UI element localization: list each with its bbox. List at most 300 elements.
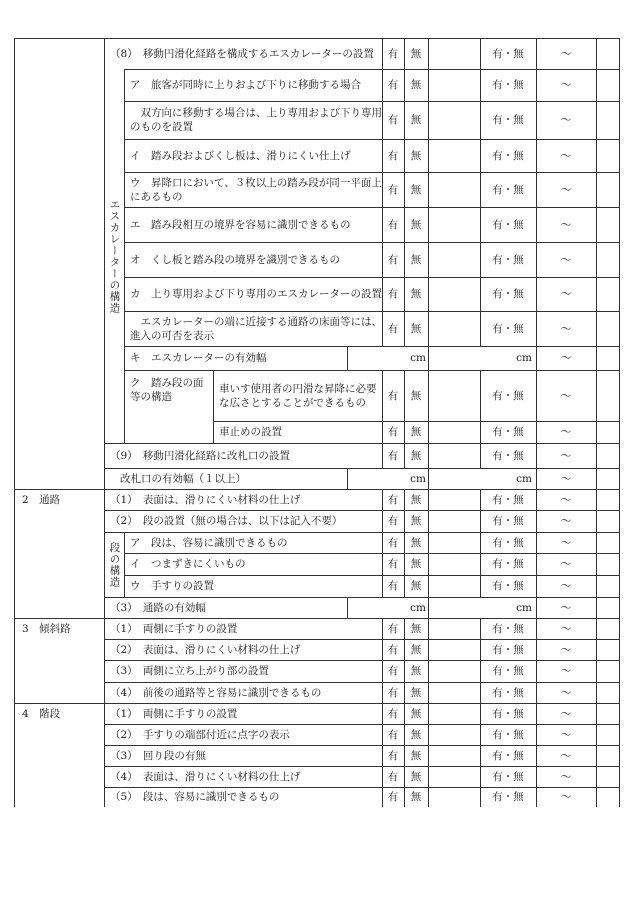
column-rule xyxy=(480,101,481,139)
column-rule xyxy=(428,370,429,421)
no-mark: 無 xyxy=(410,770,422,783)
column-rule xyxy=(480,277,481,311)
row-rule xyxy=(124,101,619,102)
column-rule xyxy=(382,532,383,553)
column-rule xyxy=(596,745,597,766)
column-rule xyxy=(596,207,597,242)
yes-mark: 有 xyxy=(387,389,399,402)
column-rule xyxy=(536,660,537,682)
range-mark: ～ xyxy=(560,322,572,335)
column-rule xyxy=(404,724,405,745)
row-rule xyxy=(104,532,619,533)
step-group-rule xyxy=(124,532,125,597)
column-rule xyxy=(382,277,383,311)
column-rule xyxy=(480,660,481,682)
column-rule xyxy=(382,553,383,575)
column-rule xyxy=(596,532,597,553)
range-mark: ～ xyxy=(560,770,572,783)
section-label: 2 通路 xyxy=(22,493,61,506)
row-rule xyxy=(124,207,619,208)
column-rule xyxy=(596,443,597,468)
column-rule xyxy=(536,443,537,468)
range-mark: ～ xyxy=(560,749,572,762)
yes-mark: 有 xyxy=(387,536,399,549)
item-text: ア 旅客が同時に上りおよび下りに移動する場合 xyxy=(130,79,361,91)
no-mark: 無 xyxy=(410,114,422,126)
item-text: （3） 回り段の有無 xyxy=(110,749,206,762)
range-mark: ～ xyxy=(560,449,572,462)
range-mark: ～ xyxy=(560,218,572,231)
range-mark: ～ xyxy=(560,791,572,803)
item-text: （9） 移動円滑化経路に改札口の設置 xyxy=(110,449,290,462)
yes-mark: 有 xyxy=(387,322,399,335)
column-rule xyxy=(404,639,405,660)
column-rule xyxy=(536,766,537,787)
item-text: （2） 段の設置（無の場合は、以下は記入不要） xyxy=(110,515,343,527)
column-rule xyxy=(428,618,429,639)
range-mark: ～ xyxy=(560,665,572,677)
column-rule xyxy=(596,172,597,207)
column-rule xyxy=(536,532,537,553)
column-rule xyxy=(382,510,383,532)
range-mark: ～ xyxy=(560,253,572,266)
yes-mark: 有 xyxy=(387,426,399,438)
yes-mark: 有 xyxy=(387,218,399,231)
yes-no-mark: 有・無 xyxy=(492,47,524,60)
range-mark: ～ xyxy=(560,728,572,741)
column-rule xyxy=(428,724,429,745)
yes-no-mark: 有・無 xyxy=(492,707,524,720)
yes-no-mark: 有・無 xyxy=(492,79,524,91)
yes-no-mark: 有・無 xyxy=(492,665,524,677)
column-rule xyxy=(404,553,405,575)
yes-mark: 有 xyxy=(387,114,399,126)
item-text: （3） 通路の有効幅 xyxy=(110,601,206,614)
column-rule xyxy=(382,787,383,807)
escalator-structure-label xyxy=(104,69,124,443)
no-mark: 無 xyxy=(410,728,422,741)
column-rule xyxy=(596,346,597,370)
column-rule xyxy=(536,172,537,207)
column-rule xyxy=(382,618,383,639)
item-text: カ 上り専用および下り専用のエスカレーターの設置 xyxy=(130,288,382,300)
column-rule xyxy=(596,787,597,807)
row-rule xyxy=(124,69,619,70)
yes-no-mark: 有・無 xyxy=(492,389,524,402)
column-rule xyxy=(596,766,597,787)
item-text: イ つまずきにくいもの xyxy=(130,558,246,570)
item-text: エ 踏み段相互の境界を容易に識別できるもの xyxy=(130,218,351,231)
column-rule xyxy=(382,139,383,172)
column-rule xyxy=(480,639,481,660)
yes-no-mark: 有・無 xyxy=(492,426,524,438)
column-rule xyxy=(404,766,405,787)
no-mark: 無 xyxy=(410,218,422,231)
row-rule xyxy=(104,510,619,511)
column-rule xyxy=(428,553,429,575)
yes-mark: 有 xyxy=(387,253,399,266)
column-rule xyxy=(596,468,597,489)
column-rule xyxy=(382,745,383,766)
column-rule xyxy=(480,370,481,421)
column-rule xyxy=(428,277,429,311)
row-rule xyxy=(104,724,619,725)
item-text: イ 踏み段およびくし板は、滑りにくい仕上げ xyxy=(130,149,351,162)
column-rule xyxy=(404,489,405,510)
no-mark: 無 xyxy=(410,253,422,266)
column-rule xyxy=(382,172,383,207)
yes-mark: 有 xyxy=(387,665,399,677)
yes-no-mark: 有・無 xyxy=(492,183,524,196)
yes-no-mark: 有・無 xyxy=(492,622,524,635)
column-rule xyxy=(382,489,383,510)
column-rule xyxy=(596,38,597,69)
yes-mark: 有 xyxy=(387,707,399,720)
yes-no-mark: 有・無 xyxy=(492,493,524,506)
row-rule xyxy=(124,311,619,312)
no-mark: 無 xyxy=(410,686,422,699)
yes-no-mark: 有・無 xyxy=(492,536,524,549)
column-rule xyxy=(382,660,383,682)
column-rule xyxy=(428,311,429,346)
column-rule xyxy=(428,207,429,242)
column-rule xyxy=(536,242,537,277)
column-rule xyxy=(596,101,597,139)
column-rule xyxy=(404,510,405,532)
column-rule xyxy=(480,510,481,532)
column-rule xyxy=(382,575,383,597)
column-rule xyxy=(404,532,405,553)
column-rule xyxy=(404,101,405,139)
no-mark: 無 xyxy=(410,536,422,549)
column-rule xyxy=(480,242,481,277)
yes-no-mark: 有・無 xyxy=(492,558,524,570)
column-rule xyxy=(536,69,537,101)
yes-mark: 有 xyxy=(387,515,399,527)
no-mark: 無 xyxy=(410,149,422,162)
step-structure-label xyxy=(104,532,124,597)
item-text: （1） 両側に手すりの設置 xyxy=(110,707,238,720)
no-mark: 無 xyxy=(410,622,422,635)
column-rule xyxy=(382,370,383,421)
column-rule xyxy=(536,370,537,421)
column-rule xyxy=(347,346,348,370)
no-mark: 無 xyxy=(410,558,422,570)
no-mark: 無 xyxy=(410,643,422,656)
no-mark: 無 xyxy=(410,288,422,300)
row-rule xyxy=(104,443,619,444)
yes-mark: 有 xyxy=(387,686,399,699)
column-rule xyxy=(536,101,537,139)
item-text: ウ 手すりの設置 xyxy=(130,580,214,592)
yes-no-mark: 有・無 xyxy=(492,288,524,300)
column-rule xyxy=(480,172,481,207)
yes-mark: 有 xyxy=(387,791,399,803)
range-mark: ～ xyxy=(560,643,572,656)
yes-no-mark: 有・無 xyxy=(492,643,524,656)
row-rule xyxy=(124,172,619,173)
yes-mark: 有 xyxy=(387,558,399,570)
range-mark: ～ xyxy=(560,472,572,485)
column-rule xyxy=(536,346,537,370)
column-rule xyxy=(480,766,481,787)
item-text: 車いす使用者の円滑な昇降に必要な広さとすることができるもの xyxy=(219,382,377,409)
section-label: 3 傾斜路 xyxy=(22,622,71,635)
yes-no-mark: 有・無 xyxy=(492,770,524,783)
column-rule xyxy=(596,553,597,575)
column-rule xyxy=(536,468,537,489)
yes-mark: 有 xyxy=(387,728,399,741)
column-rule xyxy=(536,553,537,575)
column-rule xyxy=(404,311,405,346)
no-mark: 無 xyxy=(410,79,422,91)
yes-mark: 有 xyxy=(387,47,399,60)
column-rule xyxy=(382,724,383,745)
column-rule xyxy=(536,682,537,703)
row-rule xyxy=(104,745,619,746)
yes-no-mark: 有・無 xyxy=(492,253,524,266)
range-mark: ～ xyxy=(560,493,572,506)
yes-mark: 有 xyxy=(387,622,399,635)
unit-cm: cm xyxy=(410,601,426,614)
column-rule xyxy=(596,597,597,618)
column-rule xyxy=(382,242,383,277)
column-rule xyxy=(404,172,405,207)
no-mark: 無 xyxy=(410,580,422,592)
column-rule xyxy=(596,311,597,346)
column-rule xyxy=(480,421,481,443)
row-rule xyxy=(104,787,619,788)
column-rule xyxy=(596,639,597,660)
column-rule xyxy=(480,682,481,703)
range-mark: ～ xyxy=(560,707,572,720)
column-rule xyxy=(404,682,405,703)
column-rule xyxy=(428,510,429,532)
column-rule xyxy=(428,468,429,489)
column-rule xyxy=(404,370,405,421)
yes-mark: 有 xyxy=(387,643,399,656)
range-mark: ～ xyxy=(560,622,572,635)
column-rule xyxy=(596,618,597,639)
column-rule xyxy=(404,69,405,101)
item-text: 双方向に移動する場合は、上り専用および下り専用のものを設置 xyxy=(130,107,382,133)
item-text: （2） 表面は、滑りにくい材料の仕上げ xyxy=(110,643,301,656)
range-mark: ～ xyxy=(560,601,572,614)
column-rule xyxy=(428,682,429,703)
column-rule xyxy=(404,660,405,682)
item-text: ウ 昇降口において、３枚以上の踏み段が同一平面上にあるもの xyxy=(130,176,382,203)
column-rule xyxy=(480,532,481,553)
yes-mark: 有 xyxy=(387,749,399,762)
column-rule xyxy=(404,703,405,724)
no-mark: 無 xyxy=(410,426,422,438)
column-rule xyxy=(428,660,429,682)
outer-right-rule xyxy=(619,38,620,807)
column-rule xyxy=(428,242,429,277)
column-rule xyxy=(428,745,429,766)
column-rule xyxy=(536,724,537,745)
item-text: エスカレーターの端に近接する通路の床面等には、進入の可否を表示 xyxy=(130,315,382,342)
column-rule xyxy=(536,311,537,346)
column-rule xyxy=(536,575,537,597)
yes-no-mark: 有・無 xyxy=(492,791,524,803)
no-mark: 無 xyxy=(410,515,422,527)
no-mark: 無 xyxy=(410,47,422,60)
column-rule xyxy=(404,575,405,597)
no-mark: 無 xyxy=(410,183,422,196)
column-rule xyxy=(428,489,429,510)
range-mark: ～ xyxy=(560,352,572,364)
column-rule xyxy=(382,69,383,101)
column-rule xyxy=(382,101,383,139)
no-mark: 無 xyxy=(410,322,422,335)
column-rule xyxy=(596,242,597,277)
column-rule xyxy=(428,575,429,597)
item-text: （2） 手すりの端部付近に点字の表示 xyxy=(110,728,290,741)
row-rule xyxy=(104,639,619,640)
column-rule xyxy=(536,421,537,443)
column-rule xyxy=(428,787,429,807)
row-rule xyxy=(124,575,619,576)
column-rule xyxy=(428,766,429,787)
column-rule xyxy=(596,575,597,597)
item-text: キ エスカレーターの有効幅 xyxy=(130,352,267,364)
item-text: 車止めの設置 xyxy=(219,426,282,438)
column-rule xyxy=(536,597,537,618)
no-mark: 無 xyxy=(410,707,422,720)
column-rule xyxy=(536,703,537,724)
row-rule xyxy=(124,277,619,278)
range-mark: ～ xyxy=(560,580,572,592)
range-mark: ～ xyxy=(560,536,572,549)
column-rule xyxy=(480,618,481,639)
no-mark: 無 xyxy=(410,791,422,803)
yes-no-mark: 有・無 xyxy=(492,449,524,462)
range-mark: ～ xyxy=(560,389,572,402)
item-text: オ くし板と踏み段の境界を識別できるもの xyxy=(130,253,340,266)
column-rule xyxy=(382,311,383,346)
row-rule xyxy=(124,553,619,554)
column-rule xyxy=(596,69,597,101)
column-rule xyxy=(404,207,405,242)
yes-mark: 有 xyxy=(387,183,399,196)
item-text: （5） 段は、容易に識別できるもの xyxy=(110,791,280,803)
range-mark: ～ xyxy=(560,149,572,162)
group-label-text: エスカレーターの構造 xyxy=(108,198,121,314)
column-rule xyxy=(347,468,348,489)
range-mark: ～ xyxy=(560,114,572,126)
column-rule xyxy=(428,38,429,69)
no-mark: 無 xyxy=(410,493,422,506)
column-rule xyxy=(428,139,429,172)
column-rule xyxy=(480,489,481,510)
column-rule xyxy=(428,101,429,139)
column-rule xyxy=(596,682,597,703)
no-mark: 無 xyxy=(410,389,422,402)
range-mark: ～ xyxy=(560,79,572,91)
column-rule xyxy=(428,443,429,468)
item-text: ア 段は、容易に識別できるもの xyxy=(130,536,288,549)
yes-no-mark: 有・無 xyxy=(492,218,524,231)
column-rule xyxy=(596,370,597,421)
column-rule xyxy=(382,682,383,703)
row-rule xyxy=(104,660,619,661)
column-rule xyxy=(404,745,405,766)
column-rule xyxy=(480,575,481,597)
row-rule xyxy=(104,597,619,598)
yes-no-mark: 有・無 xyxy=(492,580,524,592)
sub-group-label: ク 踏み段の面等の構造 xyxy=(130,377,204,403)
item-text: （8） 移動円滑化経路を構成するエスカレーターの設置 xyxy=(110,47,374,60)
item-text: （1） 表面は、滑りにくい材料の仕上げ xyxy=(110,493,301,506)
unit-cm: cm xyxy=(516,352,532,364)
column-rule xyxy=(428,703,429,724)
column-rule xyxy=(404,242,405,277)
yes-mark: 有 xyxy=(387,449,399,462)
yes-mark: 有 xyxy=(387,493,399,506)
yes-no-mark: 有・無 xyxy=(492,322,524,335)
row-rule xyxy=(213,421,619,422)
column-rule xyxy=(404,421,405,443)
column-rule xyxy=(480,724,481,745)
column-rule xyxy=(480,38,481,69)
column-rule xyxy=(404,277,405,311)
column-rule xyxy=(480,139,481,172)
column-rule xyxy=(596,421,597,443)
no-mark: 無 xyxy=(410,449,422,462)
column-rule xyxy=(536,510,537,532)
yes-mark: 有 xyxy=(387,79,399,91)
column-rule xyxy=(480,311,481,346)
column-rule xyxy=(480,745,481,766)
column-rule xyxy=(536,787,537,807)
column-rule xyxy=(382,639,383,660)
column-rule xyxy=(480,787,481,807)
column-rule xyxy=(428,421,429,443)
column-rule xyxy=(536,207,537,242)
column-rule xyxy=(382,443,383,468)
row-rule xyxy=(124,242,619,243)
item-text: （4） 前後の通路等と容易に識別できるもの xyxy=(110,686,322,699)
column-rule xyxy=(596,139,597,172)
yes-no-mark: 有・無 xyxy=(492,686,524,699)
column-rule xyxy=(428,346,429,370)
range-mark: ～ xyxy=(560,686,572,699)
yes-mark: 有 xyxy=(387,770,399,783)
yes-no-mark: 有・無 xyxy=(492,149,524,162)
range-mark: ～ xyxy=(560,558,572,570)
yes-no-mark: 有・無 xyxy=(492,114,524,126)
column-rule xyxy=(536,489,537,510)
column-rule xyxy=(382,207,383,242)
column-rule xyxy=(480,553,481,575)
column-rule xyxy=(536,639,537,660)
yes-no-mark: 有・無 xyxy=(492,749,524,762)
row-rule xyxy=(104,682,619,683)
column-rule xyxy=(404,139,405,172)
row-rule xyxy=(104,468,619,469)
column-rule xyxy=(382,421,383,443)
item-text: （4） 表面は、滑りにくい材料の仕上げ xyxy=(110,770,301,783)
column-rule xyxy=(596,724,597,745)
column-rule xyxy=(480,207,481,242)
yes-mark: 有 xyxy=(387,580,399,592)
no-mark: 無 xyxy=(410,749,422,762)
section-label: 4 階段 xyxy=(22,707,61,720)
no-mark: 無 xyxy=(410,665,422,677)
column-rule xyxy=(347,597,348,618)
range-mark: ～ xyxy=(560,183,572,196)
